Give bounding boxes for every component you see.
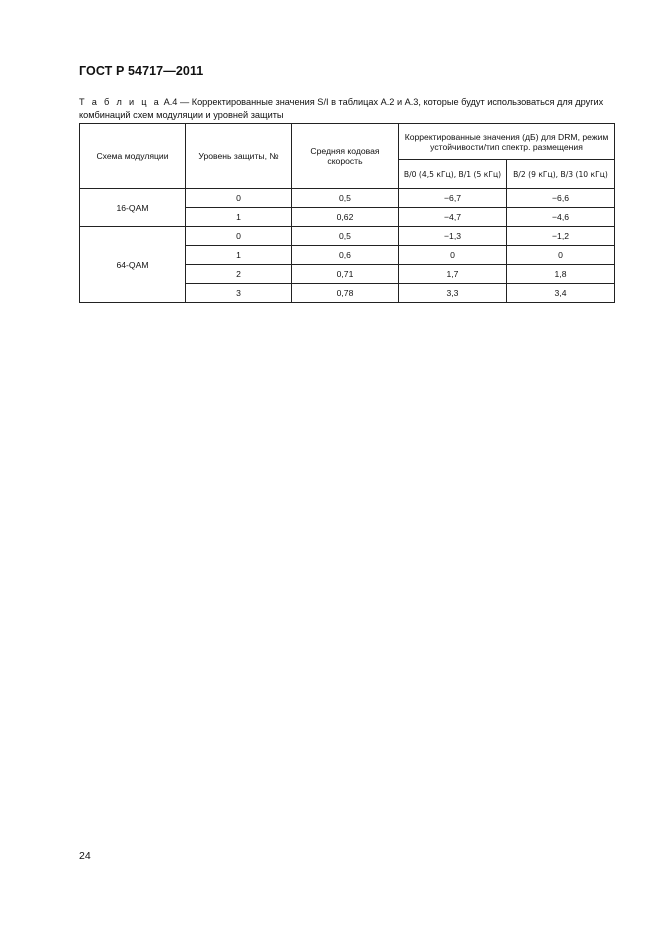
value-a-cell: −1,3 bbox=[399, 227, 507, 246]
rate-cell: 0,6 bbox=[292, 246, 399, 265]
page-number: 24 bbox=[79, 850, 91, 862]
rate-cell: 0,5 bbox=[292, 189, 399, 208]
document-header: ГОСТ Р 54717—2011 bbox=[79, 64, 204, 78]
value-a-cell: 0 bbox=[399, 246, 507, 265]
level-cell: 3 bbox=[186, 284, 292, 303]
value-b-cell: 0 bbox=[507, 246, 615, 265]
value-b-cell: −1,2 bbox=[507, 227, 615, 246]
rate-cell: 0,71 bbox=[292, 265, 399, 284]
level-cell: 0 bbox=[186, 189, 292, 208]
header-code-rate: Средняя кодовая скорость bbox=[292, 124, 399, 189]
value-b-cell: 3,4 bbox=[507, 284, 615, 303]
value-a-cell: 3,3 bbox=[399, 284, 507, 303]
value-b-cell: −4,6 bbox=[507, 208, 615, 227]
table-row bbox=[80, 227, 615, 246]
level-cell: 2 bbox=[186, 265, 292, 284]
table-row bbox=[80, 189, 615, 208]
value-b-cell: −6,6 bbox=[507, 189, 615, 208]
level-cell: 0 bbox=[186, 227, 292, 246]
value-b-cell: 1,8 bbox=[507, 265, 615, 284]
header-modulation: Схема модуляции bbox=[80, 124, 186, 189]
caption-prefix: Т а б л и ц а bbox=[79, 97, 162, 107]
value-a-cell: −6,7 bbox=[399, 189, 507, 208]
corrected-values-table bbox=[79, 123, 615, 303]
rate-cell: 0,5 bbox=[292, 227, 399, 246]
level-cell: 1 bbox=[186, 208, 292, 227]
table-header-row bbox=[80, 124, 615, 160]
modulation-cell: 64-QAM bbox=[80, 227, 186, 303]
header-mode-b2-b3: В/2 (9 кГц), В/3 (10 кГц) bbox=[507, 160, 615, 189]
modulation-cell: 16-QAM bbox=[80, 189, 186, 227]
table-caption bbox=[79, 96, 615, 121]
header-protection-level: Уровень защиты, № bbox=[186, 124, 292, 189]
header-corrected-values: Корректированные значения (дБ) для DRM, режим устойчивости/тип спектр. размещения bbox=[399, 124, 615, 160]
value-a-cell: 1,7 bbox=[399, 265, 507, 284]
caption-text: А.4 — Корректированные значения S/I в таблицах А.2 и А.3, которые будут использоваться для других комбинаций схем модуляции и уровней защиты bbox=[79, 97, 604, 120]
rate-cell: 0,62 bbox=[292, 208, 399, 227]
level-cell: 1 bbox=[186, 246, 292, 265]
header-mode-b0-b1: В/0 (4,5 кГц), В/1 (5 кГц) bbox=[399, 160, 507, 189]
rate-cell: 0,78 bbox=[292, 284, 399, 303]
value-a-cell: −4,7 bbox=[399, 208, 507, 227]
